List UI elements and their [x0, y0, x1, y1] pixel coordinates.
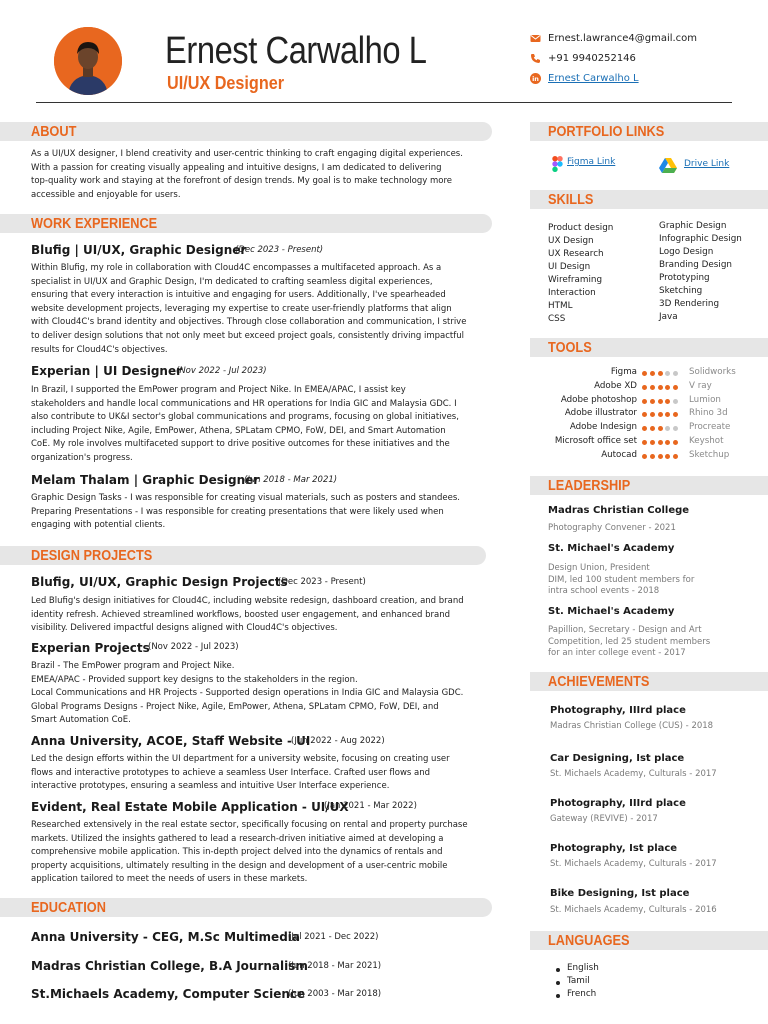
project-line: visibility. Delivered impactful designs aligned with Cloud4C's objectives.	[31, 623, 338, 634]
rating-dot-filled	[650, 399, 655, 404]
tool-name: Adobe photoshop	[560, 394, 637, 405]
education-title: Madras Christian College, B.A Journalism	[31, 959, 308, 973]
phone-text: +91 9940252146	[548, 53, 636, 64]
tool-rating	[642, 412, 681, 417]
education-date: (Jun 2003 - Mar 2018)	[288, 989, 382, 999]
work-heading-bar	[0, 214, 492, 233]
rating-dot-filled	[642, 385, 647, 390]
job-line: In Brazil, I supported the EmPower program and Project Nike. In EMEA/APAC, I assist key	[31, 385, 406, 395]
project-line: Researched extensively in the real estate sector, specifically focusing on rental and property purchase	[31, 820, 468, 830]
achievement-detail: St. Michaels Academy, Culturals - 2017	[550, 859, 717, 869]
achievement-detail: St. Michaels Academy, Culturals - 2017	[550, 769, 717, 779]
about-heading: ABOUT	[31, 123, 77, 140]
education-date: (Jul 2021 - Dec 2022)	[288, 932, 379, 942]
project-title: Experian Projects	[31, 641, 150, 655]
rating-dot-filled	[642, 440, 647, 445]
job-date: (Nov 2022 - Jul 2023)	[176, 366, 267, 376]
project-line: Smart Automation CoE.	[31, 715, 131, 726]
job-line: including Project Nike, Agile, EmPower, Athena, SPLatam CPMO, FoW, DEI, and Smart Automation	[31, 425, 446, 436]
rating-dot-filled	[658, 454, 663, 459]
project-description	[31, 660, 491, 728]
job-date: (Jun 2018 - Mar 2021)	[244, 475, 338, 485]
about-line: As a UI/UX designer, I blend creativity and user-centric thinking to craft engaging digital experiences.	[31, 149, 463, 159]
rating-dot-empty	[665, 426, 670, 431]
job-line: Graphic Design Tasks - I was responsible for creating visual materials, such as posters and standees.	[31, 493, 460, 503]
bullet-dot	[556, 968, 560, 972]
contact-email[interactable]	[530, 33, 697, 44]
skill-item: Interaction	[548, 288, 596, 298]
tool-name: Adobe Indesign	[569, 422, 637, 433]
tool-rating	[642, 385, 681, 390]
job-line: organization's progress.	[31, 452, 133, 463]
rating-dot-filled	[665, 412, 670, 417]
rating-dot-filled	[642, 426, 647, 431]
rating-dot-filled	[665, 440, 670, 445]
tool-alt-name: Solidworks	[689, 367, 736, 377]
rating-dot-filled	[673, 412, 678, 417]
avatar-illustration	[54, 27, 122, 95]
education-heading: EDUCATION	[31, 899, 106, 916]
job-line: CoE. My role involves multifaceted support to drive positive outcomes for these initiatives and the	[31, 439, 450, 450]
rating-dot-filled	[650, 385, 655, 390]
rating-dot-filled	[650, 440, 655, 445]
rating-dot-filled	[650, 454, 655, 459]
rating-dot-filled	[642, 454, 647, 459]
project-line: Brazil - The EmPower program and Project Nike.	[31, 661, 235, 671]
about-text	[31, 148, 491, 202]
project-line: Led Blufig's design initiatives for Cloud4C, including website redesign, dashboard creation, and brand	[31, 596, 464, 606]
achievements-heading-bar	[530, 672, 768, 691]
achievement-detail: Madras Christian College (CUS) - 2018	[550, 721, 714, 731]
job-line: Within Blufig, my role in collaboration with Cloud4C encompasses a multifaceted approach. As a	[31, 263, 442, 273]
email-text: Ernest.lawrance4@gmail.com	[548, 33, 698, 44]
project-title: Evident, Real Estate Mobile Application - UI/UX	[31, 800, 349, 814]
project-line: property acquisitions, ultimately resulting in the design and development of a user-centric mobile	[31, 860, 448, 871]
achievement-title: Photography, IIIrd place	[550, 798, 686, 809]
achievement-title: Car Designing, Ist place	[550, 753, 685, 764]
leadership-heading: LEADERSHIP	[548, 477, 631, 494]
linkedin-link[interactable]: Ernest Carwalho L	[548, 73, 639, 84]
bullet-dot	[556, 994, 560, 998]
tool-name: Microsoft office set	[554, 436, 637, 446]
skill-item: Sketching	[659, 286, 703, 296]
skill-item: Infographic Design	[659, 234, 742, 244]
project-line: Led the design efforts within the UI department for a university website, focusing on creating user	[31, 754, 450, 764]
skills-heading-bar	[530, 190, 768, 209]
projects-heading-bar	[0, 546, 486, 565]
education-heading-bar	[0, 898, 492, 917]
tool-name: Adobe XD	[594, 380, 637, 391]
leadership-detail	[548, 563, 694, 598]
mail-icon	[530, 33, 541, 44]
achievement-detail: St. Michaels Academy, Culturals - 2016	[550, 905, 717, 915]
project-line: markets. Utilized the insights gathered to lead a research-driven initiative aimed at developing a	[31, 833, 444, 844]
project-description	[31, 819, 491, 887]
project-line: application tailored to meet the needs of users in these markets.	[31, 874, 308, 885]
tool-rating	[642, 371, 681, 376]
google-drive-icon	[659, 158, 677, 173]
rating-dot-filled	[658, 399, 663, 404]
job-title: Melam Thalam | Graphic Designer	[31, 473, 260, 487]
tool-name: Figma	[610, 367, 637, 377]
tools-heading-bar	[530, 338, 768, 357]
rating-dot-filled	[650, 412, 655, 417]
tool-alt-name: Procreate	[689, 422, 731, 433]
rating-dot-empty	[665, 371, 670, 376]
tool-alt-name: Keyshot	[689, 436, 724, 446]
skill-item: UI Design	[548, 262, 591, 272]
project-description	[31, 595, 491, 636]
leadership-heading-bar	[530, 476, 768, 495]
tool-rating	[642, 440, 681, 445]
skill-item: CSS	[548, 314, 566, 324]
job-description	[31, 384, 491, 466]
leadership-line: Photography Convener - 2021	[548, 523, 676, 533]
achievement-title: Photography, Ist place	[550, 843, 678, 854]
drive-link[interactable]: Drive Link	[684, 159, 730, 169]
about-line: accessible and enjoyable for users.	[31, 189, 181, 200]
achievement-title: Bike Designing, Ist place	[550, 888, 690, 899]
leadership-org: St. Michael's Academy	[548, 543, 675, 554]
tool-rating	[642, 454, 681, 459]
job-line: to deliver design solutions that not only meet but exceed project goals, consistently driving impactful	[31, 330, 464, 341]
rating-dot-empty	[673, 371, 678, 376]
project-description	[31, 753, 491, 794]
figma-link[interactable]: Figma Link	[567, 157, 616, 167]
tool-name: Autocad	[601, 449, 637, 460]
skill-item: Product design	[548, 223, 614, 233]
languages-heading-bar	[530, 931, 768, 950]
project-line: interactive prototypes, ensuring a seamless and intuitive User Interface experience.	[31, 781, 390, 792]
leadership-line: Papillion, Secretary - Design and Art	[548, 625, 702, 635]
tools-heading: TOOLS	[548, 339, 592, 356]
tool-alt-name: V ray	[689, 380, 712, 391]
leadership-detail	[548, 625, 710, 660]
leadership-line: Design Union, President	[548, 563, 650, 573]
job-title: Blufig | UI/UX, Graphic Designer	[31, 243, 247, 257]
leadership-detail	[548, 523, 676, 535]
rating-dot-filled	[658, 440, 663, 445]
contact-linkedin[interactable]	[530, 73, 639, 84]
phone-icon	[530, 53, 541, 64]
job-line: engaging with potential clients.	[31, 520, 166, 531]
tool-alt-name: Rhino 3d	[689, 408, 728, 419]
rating-dot-filled	[642, 412, 647, 417]
leadership-line: for an inter college event - 2017	[548, 648, 686, 658]
project-line: flows and interactive prototypes to achieve a seamless User Interface. Crafted user flows and	[31, 767, 431, 778]
project-date: (Jun 2022 - Aug 2022)	[291, 736, 385, 746]
about-line: top-quality work and staying at the forefront of design trends. My goal is to make technology more	[31, 176, 453, 187]
skills-column-1	[548, 222, 613, 326]
rating-dot-filled	[673, 385, 678, 390]
language-item: English	[567, 963, 599, 973]
leadership-org: St. Michael's Academy	[548, 606, 675, 617]
leadership-line: intra school events - 2018	[548, 586, 660, 596]
header-divider	[36, 102, 732, 103]
tool-row	[530, 367, 768, 381]
rating-dot-empty	[673, 399, 678, 404]
skill-item: Branding Design	[659, 260, 732, 270]
tool-alt-name: Sketchup	[689, 449, 730, 460]
project-title: Anna University, ACOE, Staff Website - UI	[31, 734, 311, 748]
tool-row	[530, 422, 768, 436]
language-item: Tamil	[567, 976, 590, 986]
achievement-detail: Gateway (REVIVE) - 2017	[550, 814, 658, 824]
about-heading-bar	[0, 122, 492, 141]
skills-column-2	[659, 220, 742, 324]
skill-item: Graphic Design	[659, 221, 727, 231]
rating-dot-filled	[658, 412, 663, 417]
figma-icon	[552, 156, 563, 172]
project-line: EMEA/APAC - Provided support key designs to the stakeholders in the region.	[31, 674, 358, 685]
job-description	[31, 492, 491, 533]
project-title: Blufig, UI/UX, Graphic Design Projects	[31, 575, 288, 589]
job-description	[31, 262, 491, 357]
rating-dot-filled	[658, 426, 663, 431]
project-date: (Jan 2021 - Mar 2022)	[324, 801, 417, 811]
skill-item: Wireframing	[548, 275, 603, 285]
skills-heading: SKILLS	[548, 191, 594, 208]
languages-heading: LANGUAGES	[548, 932, 630, 949]
tool-row	[530, 381, 768, 395]
contact-phone[interactable]	[530, 53, 636, 64]
leadership-org: Madras Christian College	[548, 505, 690, 516]
skill-item: UX Design	[548, 236, 594, 246]
tool-name: Adobe illustrator	[564, 408, 637, 419]
project-date: (Nov 2022 - Jul 2023)	[148, 642, 239, 652]
achievement-title: Photography, IIIrd place	[550, 705, 686, 716]
tool-row	[530, 436, 768, 450]
skill-item: Prototyping	[659, 273, 710, 283]
job-date: (Dec 2023 - Present)	[235, 245, 324, 255]
job-line: also contribute to UK&I sector's global communications and programs, focusing on global initiatives,	[31, 412, 459, 423]
portfolio-heading: PORTFOLIO LINKS	[548, 123, 665, 140]
tool-row	[530, 395, 768, 409]
candidate-name: Ernest Carwalho L	[165, 30, 427, 72]
portfolio-heading-bar	[530, 122, 768, 141]
rating-dot-empty	[673, 426, 678, 431]
skill-item: 3D Rendering	[659, 299, 720, 309]
job-title: Experian | UI Designer	[31, 364, 183, 378]
education-title: St.Michaels Academy, Computer Science	[31, 987, 306, 1001]
bullet-dot	[556, 981, 560, 985]
achievements-heading: ACHIEVEMENTS	[548, 673, 650, 690]
job-line: with Cloud4C's brand identity and objectives. Through close collaboration and communication, I strive	[31, 317, 467, 328]
job-line: stakeholders and handle local communications and HR operations for India GIC and Malaysia GDC. I	[31, 398, 457, 409]
education-title: Anna University - CEG, M.Sc Multimedia	[31, 930, 300, 944]
job-line: ensuring that every interaction is intuitive and engaging for users. Additionally, I've spearheaded	[31, 290, 446, 301]
rating-dot-filled	[665, 385, 670, 390]
job-line: specialist in UI/UX and Graphic Design, I'm dedicated to crafting seamless digital experiences,	[31, 276, 433, 287]
project-date: (Dec 2023 - Present)	[278, 577, 366, 587]
tool-rating	[642, 399, 681, 404]
skill-item: Logo Design	[659, 247, 714, 257]
job-line: results for Cloud4C's objectives.	[31, 344, 168, 355]
rating-dot-filled	[642, 371, 647, 376]
tool-row	[530, 450, 768, 464]
svg-text:in: in	[532, 75, 539, 83]
project-line: comprehensive mobile application. This in-depth project delved into the dynamics of rentals and	[31, 847, 443, 858]
project-line: identity refresh. Achieved streamlined workflows, boosted user engagement, and enhanced brand	[31, 609, 451, 620]
job-line: website development projects, leveraging my expertise to create user-friendly platforms that align	[31, 303, 452, 314]
rating-dot-filled	[673, 440, 678, 445]
rating-dot-filled	[642, 399, 647, 404]
rating-dot-filled	[658, 371, 663, 376]
linkedin-icon	[530, 73, 541, 84]
about-line: With a passion for creating visually appealing and intuitive designs, I am dedicated to delivering	[31, 162, 442, 173]
project-line: Global Programs Designs - Project Nike, Agile, EmPower, Athena, SPLatam CPMO, FoW, DEI, and	[31, 701, 439, 712]
rating-dot-filled	[673, 454, 678, 459]
tool-row	[530, 408, 768, 422]
tool-alt-name: Lumion	[689, 394, 721, 405]
tool-rating	[642, 426, 681, 431]
candidate-role: UI/UX Designer	[167, 73, 285, 93]
rating-dot-filled	[658, 385, 663, 390]
skill-item: UX Research	[548, 249, 604, 259]
leadership-line: DIM, led 100 student members for	[548, 574, 695, 585]
projects-heading: DESIGN PROJECTS	[31, 547, 153, 564]
rating-dot-filled	[665, 399, 670, 404]
language-item: French	[567, 989, 597, 999]
skill-item: Java	[659, 312, 678, 322]
leadership-line: Competition, led 25 student members	[548, 636, 711, 647]
rating-dot-filled	[650, 426, 655, 431]
project-line: Local Communications and HR Projects - Supported design operations in India GIC and Malaysia GDC.	[31, 688, 464, 699]
work-heading: WORK EXPERIENCE	[31, 215, 158, 232]
profile-photo	[54, 27, 122, 95]
skill-item: HTML	[548, 301, 573, 311]
education-date: (Jun 2018 - Mar 2021)	[288, 961, 382, 971]
rating-dot-filled	[665, 454, 670, 459]
job-line: Preparing Presentations - I was responsible for creating presentations that were likely used when	[31, 506, 444, 517]
rating-dot-filled	[650, 371, 655, 376]
